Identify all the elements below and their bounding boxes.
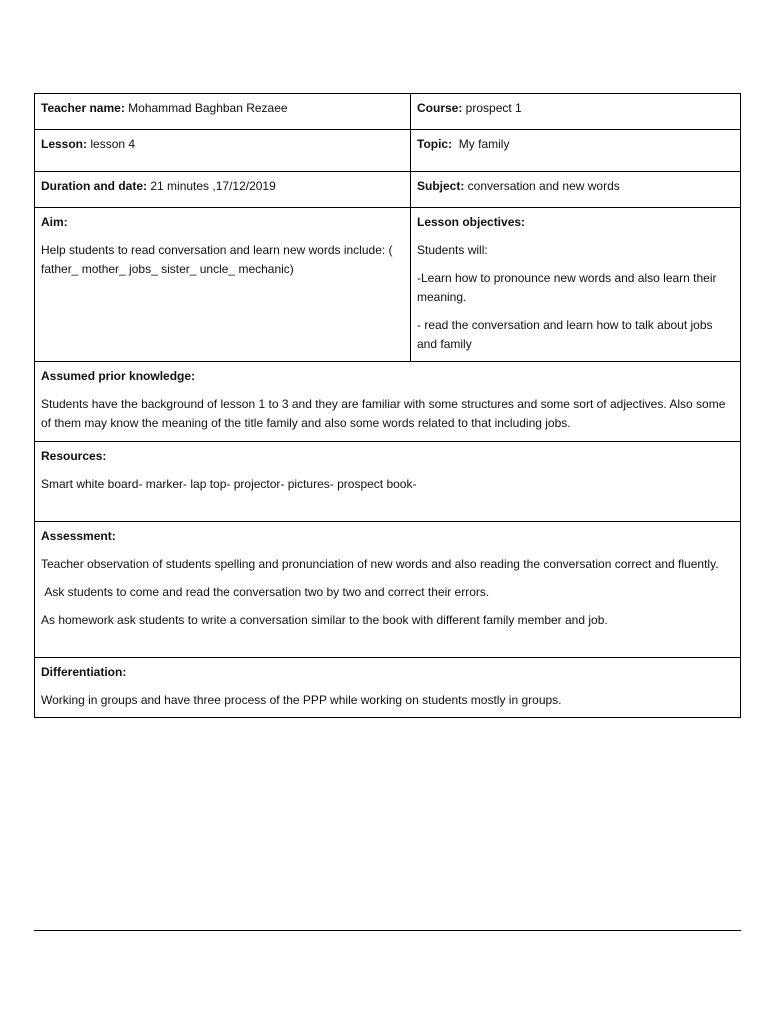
topic-label: Topic: [417, 137, 453, 151]
lesson-plan-table [34, 93, 741, 718]
course-label: Course: [417, 101, 463, 115]
footer-rule [34, 930, 741, 931]
table-row [35, 658, 741, 718]
objectives-label: Lesson objectives: [417, 215, 526, 229]
table-row [35, 362, 741, 442]
duration-value: 21 minutes ,17/12/2019 [147, 179, 276, 193]
assessment-cell [35, 522, 741, 658]
objective-item: - read the conversation and learn how to talk about jobs and family [417, 318, 713, 351]
course-value: prospect 1 [462, 101, 522, 115]
topic-cell [411, 130, 741, 172]
topic-value: My family [452, 137, 510, 151]
course-cell [411, 94, 741, 130]
prior-knowledge-label: Assumed prior knowledge: [41, 369, 196, 383]
duration-label: Duration and date: [41, 179, 148, 193]
lesson-value: lesson 4 [87, 137, 136, 151]
table-row [35, 94, 741, 130]
table-row [35, 130, 741, 172]
table-row [35, 522, 741, 658]
table-row [35, 442, 741, 522]
objective-item: -Learn how to pronounce new words and also learn their meaning. [417, 271, 717, 304]
lesson-cell [35, 130, 411, 172]
aim-label: Aim: [41, 215, 68, 229]
objectives-cell [411, 208, 741, 362]
teacher-name-cell [35, 94, 411, 130]
assessment-paragraph: Teacher observation of students spelling and pronunciation of new words and also reading the conversation correct and fluently. [41, 557, 719, 571]
resources-label: Resources: [41, 449, 107, 463]
objectives-intro: Students will: [417, 243, 488, 257]
differentiation-text: Working in groups and have three process of the PPP while working on students mostly in groups. [41, 693, 562, 707]
assessment-paragraph: As homework ask students to write a conversation similar to the book with different family member and job. [41, 613, 608, 627]
lesson-label: Lesson: [41, 137, 88, 151]
teacher-name-value: Mohammad Baghban Rezaee [124, 101, 288, 115]
differentiation-cell [35, 658, 741, 718]
duration-cell [35, 172, 411, 208]
table-row [35, 208, 741, 362]
teacher-name-label: Teacher name: [41, 101, 125, 115]
prior-knowledge-text: Students have the background of lesson 1 to 3 and they are familiar with some structures and some sort of adjectives. Also some of them may know the meaning of the title family and also some words related to that including jobs. [41, 397, 726, 430]
subject-cell [411, 172, 741, 208]
aim-cell [35, 208, 411, 362]
assessment-paragraph: Ask students to come and read the conversation two by two and correct their errors. [41, 585, 490, 599]
subject-label: Subject: [417, 179, 465, 193]
prior-knowledge-cell [35, 362, 741, 442]
differentiation-label: Differentiation: [41, 665, 127, 679]
table-row [35, 172, 741, 208]
assessment-label: Assessment: [41, 529, 116, 543]
subject-value: conversation and new words [464, 179, 620, 193]
resources-text: Smart white board- marker- lap top- projector- pictures- prospect book- [41, 477, 417, 491]
aim-text: Help students to read conversation and learn new words include: ( father_ mother_ jobs_ sister_ uncle_ mechanic) [41, 243, 393, 276]
resources-cell [35, 442, 741, 522]
